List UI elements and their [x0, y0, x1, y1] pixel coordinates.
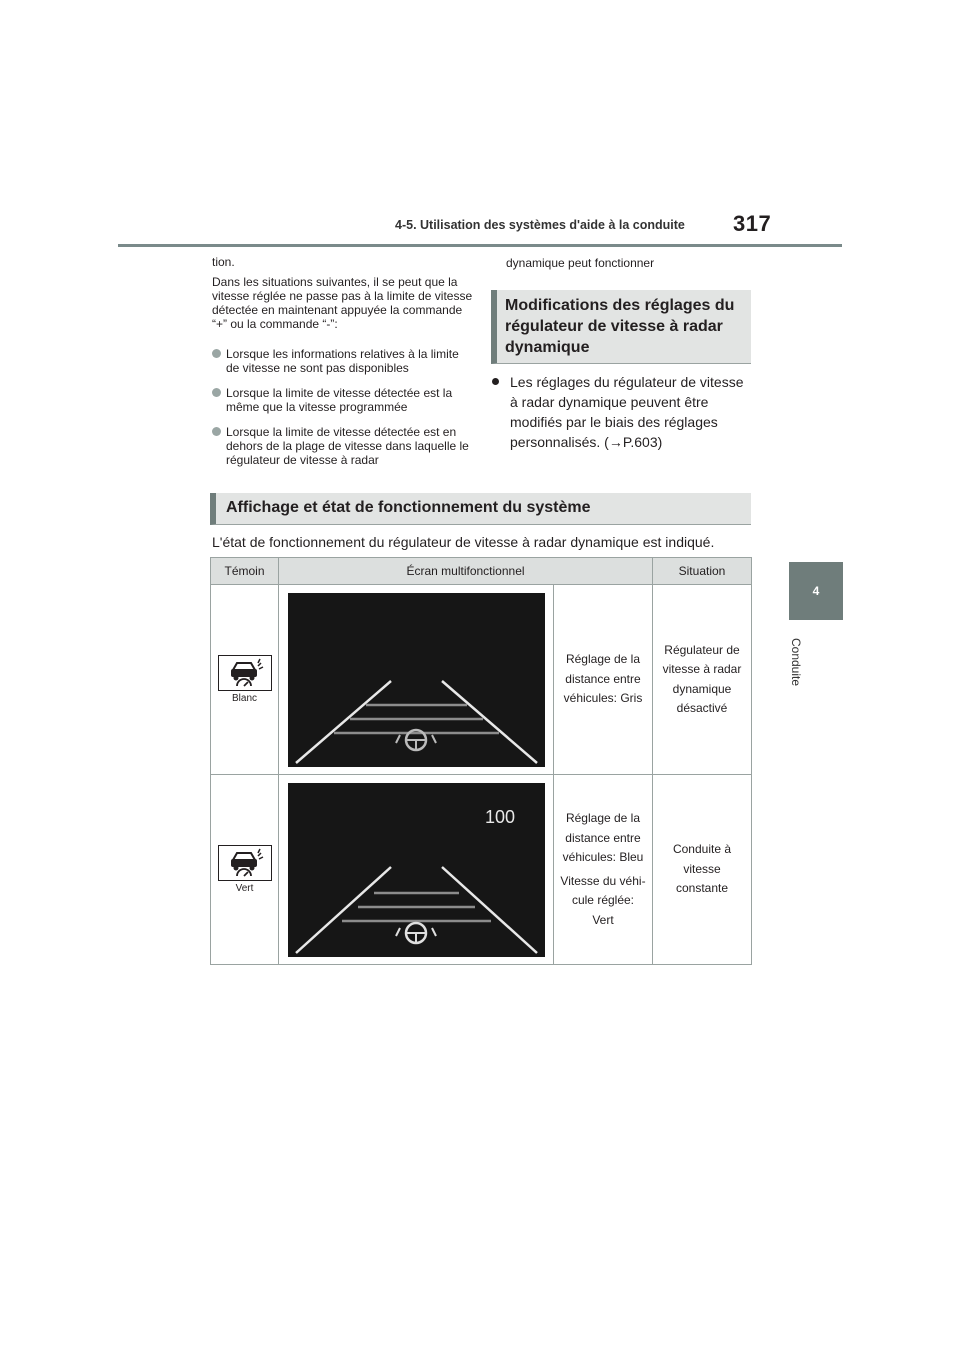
screen-description-cell — [554, 585, 653, 775]
set-speed-value: 100 — [484, 806, 515, 827]
indicator-cell — [211, 585, 279, 775]
list-item-text: Lorsque les informations relatives à la limite de vitesse ne sont pas disponibles — [226, 347, 459, 375]
screen-cell — [279, 585, 554, 775]
situation-cell — [653, 585, 752, 775]
chapter-label — [781, 632, 811, 692]
situation-cell — [653, 775, 752, 965]
text-fragment: tion. — [212, 255, 235, 269]
set-speed-text: Vitesse du véhi-cule réglée: Vert — [560, 873, 646, 927]
section-title: 4-5. Utilisation des systèmes d'aide à la conduite — [395, 218, 685, 232]
page-number: 317 — [733, 211, 772, 236]
chapter-tab: 4 — [789, 562, 843, 620]
indicator-color-label: Blanc — [231, 692, 257, 704]
list-item — [212, 386, 472, 414]
bullet-icon — [492, 378, 499, 385]
screen-cell — [279, 775, 554, 965]
bullet-icon — [212, 388, 221, 397]
chapter-label-text: Conduite — [789, 637, 803, 687]
section-heading-display: Affichage et état de fonctionnement du système — [210, 493, 751, 525]
situation-text: Conduite à vitesse constante — [672, 842, 732, 896]
multi-info-display-image — [288, 783, 545, 957]
list-item-text: Lorsque la limite de vitesse détectée est en dehors de la plage de vitesse dans laquelle le régulateur de vitesse à radar — [226, 425, 469, 467]
settings-bullet — [492, 372, 752, 452]
radar-cruise-indicator-icon — [218, 655, 272, 691]
distance-setting-text: Réglage de la distance entre véhicules: Bleu — [562, 811, 644, 864]
list-item — [212, 347, 472, 375]
table-row — [211, 775, 752, 965]
multi-info-display-image — [288, 593, 545, 767]
radar-cruise-indicator-icon — [218, 845, 272, 881]
table-header-row — [211, 558, 752, 585]
distance-setting-text: Réglage de la distance entre véhicules: Gris — [563, 652, 643, 706]
intro-paragraph: Dans les situations suivantes, il se peut que la vitesse réglée ne passe pas à la limite de vitesse détectée en maintenant appuyée la commande “+” ou la commande “-”: — [212, 275, 473, 331]
indicator-cell — [211, 775, 279, 965]
column-header-screen: Écran multifonctionnel — [279, 558, 653, 585]
status-table — [210, 557, 752, 965]
header-rule — [118, 244, 842, 247]
situation-text: Régulateur de vitesse à radar dynamique désactivé — [662, 642, 742, 715]
settings-bullet-text: Les réglages du régulateur de vitesse à radar dynamique peuvent être modifiés par le biais des réglages personnalisés. (→P.603) — [510, 374, 744, 450]
bullet-icon — [212, 427, 221, 436]
bullet-icon — [212, 349, 221, 358]
list-item — [212, 425, 472, 467]
indicator-color-label: Vert — [235, 882, 254, 894]
text-continuation: dynamique peut fonctionner — [506, 256, 655, 270]
section-heading-settings: Modifications des réglages du régulateur de vitesse à radar dynamique — [491, 290, 751, 364]
list-item-text: Lorsque la limite de vitesse détectée est la même que la vitesse programmée — [226, 386, 453, 414]
column-header-indicator: Témoin — [211, 558, 279, 585]
table-row — [211, 585, 752, 775]
display-intro: L'état de fonctionnement du régulateur de vitesse à radar dynamique est indiqué. — [212, 534, 715, 550]
screen-description-cell — [554, 775, 653, 965]
column-header-situation: Situation — [653, 558, 752, 585]
